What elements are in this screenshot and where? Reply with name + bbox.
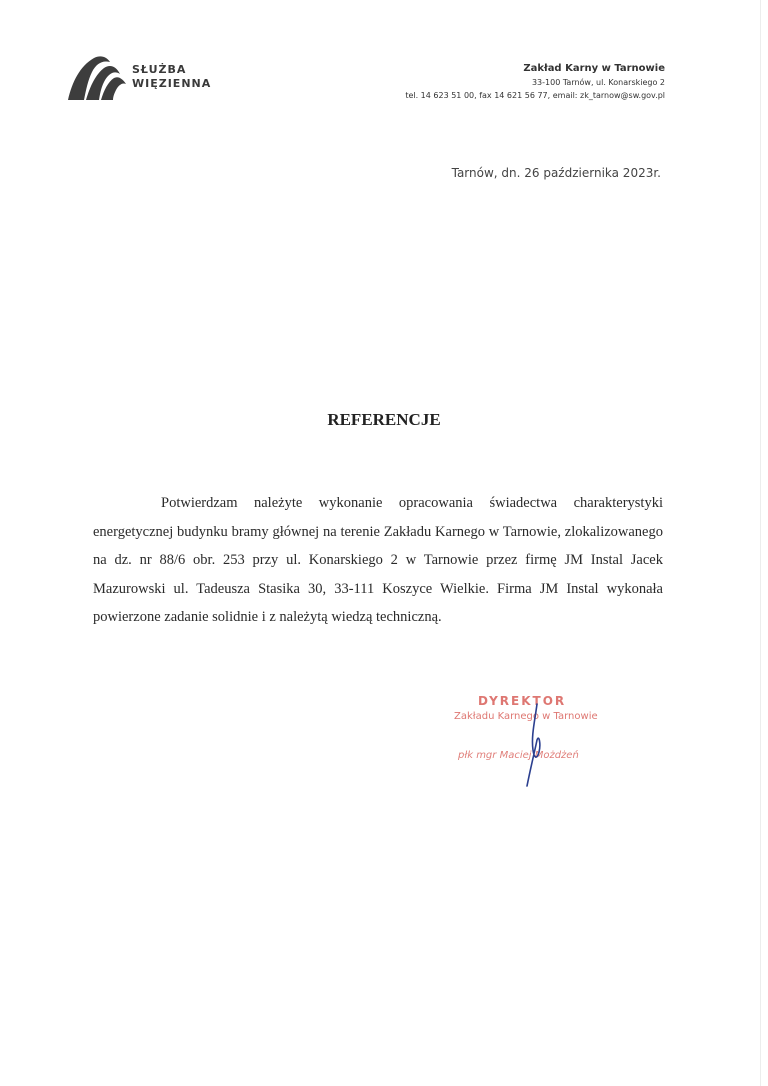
handwritten-signature	[515, 700, 555, 790]
logo-line-2: WIĘZIENNA	[132, 77, 212, 90]
institution-name: Zakład Karny w Tarnowie	[523, 63, 665, 74]
letter-body: Potwierdzam należyte wykonanie opracowania świadectwa charakterystyki energetycznej budynku bramy głównej na terenie Zakładu Karnego w Tarnowie, zlokalizowanego na dz. nr 88/6 obr. 253 przy ul. Konarskiego 2 w Tarnowie przez firmę JM Instal Jacek Mazurowski ul. Tadeusza Stasika 30, 33-111 Koszyce Wielkie. Firma JM Instal wykonała powierzone zadanie solidnie i z należytą wiedzą techniczną.	[93, 495, 663, 625]
institution-contact: tel. 14 623 51 00, fax 14 621 56 77, email: zk_tarnow@sw.gov.pl	[405, 91, 665, 100]
letter-date: Tarnów, dn. 26 października 2023r.	[451, 166, 661, 180]
logo-line-1: SŁUŻBA	[132, 63, 187, 76]
page-edge	[760, 0, 761, 1086]
sluzba-wiezienna-logo	[66, 52, 211, 102]
stamp-institution: Zakładu Karnego w Tarnowie	[454, 711, 598, 722]
institution-address: 33-100 Tarnów, ul. Konarskiego 2	[531, 78, 665, 87]
sluzba-wiezienna-emblem-icon	[66, 52, 128, 102]
stamp-name: płk mgr Maciej Możdżeń	[458, 750, 579, 761]
logo-text	[132, 63, 211, 91]
institution-header	[405, 62, 665, 102]
stamp-title: DYREKTOR	[478, 694, 567, 708]
document-title: REFERENCJE	[327, 410, 441, 429]
